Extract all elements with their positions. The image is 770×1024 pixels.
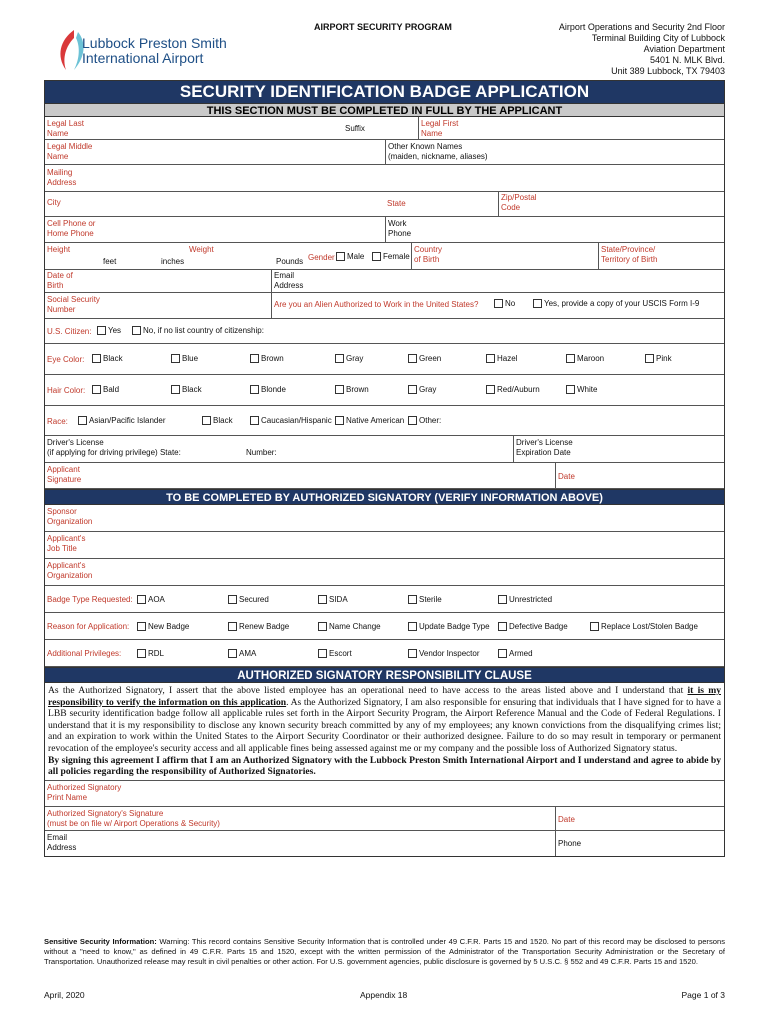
city-row xyxy=(45,192,724,217)
reason-option-label: Renew Badge xyxy=(239,622,290,631)
yes-label: Yes xyxy=(108,326,122,335)
responsibility-clause xyxy=(45,683,724,781)
eye-maroon-checkbox[interactable] xyxy=(566,354,604,363)
privilege-vendor-inspector-checkbox[interactable] xyxy=(408,649,479,658)
hair-brown-checkbox[interactable] xyxy=(335,385,369,394)
race-row xyxy=(45,406,724,436)
hair-red-auburn-checkbox[interactable] xyxy=(486,385,540,394)
eye-option-label: Blue xyxy=(182,354,199,363)
weight-label: Weight xyxy=(189,245,214,254)
hair-option-label: Gray xyxy=(419,385,437,394)
race-native-american-checkbox[interactable] xyxy=(335,416,404,425)
cell-phone-label: Cell Phone or Home Phone xyxy=(47,219,96,238)
signatory-signature-row xyxy=(45,807,724,831)
privileges-label: Additional Privileges: xyxy=(47,649,122,658)
female-label: Female xyxy=(383,252,410,261)
reason-option-label: Replace Lost/Stolen Badge xyxy=(601,622,698,631)
program-title: AIRPORT SECURITY PROGRAM xyxy=(314,22,452,32)
privilege-escort-checkbox[interactable] xyxy=(318,649,352,658)
footer-page: Page 1 of 3 xyxy=(681,990,725,1000)
middle-name-row xyxy=(45,140,724,165)
sensitive-security-notice xyxy=(44,937,725,967)
gender-label: Gender xyxy=(308,253,335,262)
badge-secured-checkbox[interactable] xyxy=(228,595,269,604)
address-line: Terminal Building City of Lubbock xyxy=(591,33,725,43)
eye-option-label: Pink xyxy=(656,354,672,363)
department-address xyxy=(559,22,725,77)
badge-sterile-checkbox[interactable] xyxy=(408,595,442,604)
suffix-label: Suffix xyxy=(345,124,365,133)
pounds-label: Pounds xyxy=(276,257,304,266)
eye-row xyxy=(45,344,724,375)
other-known-names-label: Other Known Names (maiden, nickname, aliases) xyxy=(388,142,488,161)
alien-yes-checkbox[interactable] xyxy=(533,299,699,308)
race-option-label: Caucasian/Hispanic xyxy=(261,416,332,425)
badge-type-label: Badge Type Requested: xyxy=(47,595,133,604)
clause-banner: AUTHORIZED SIGNATORY RESPONSIBILITY CLAUSE xyxy=(45,667,724,683)
privilege-option-label: Armed xyxy=(509,649,533,658)
notice-heading: Sensitive Security Information: xyxy=(44,937,157,946)
no-citizenship-label: No, if no list country of citizenship: xyxy=(143,326,264,335)
badge-option-label: Unrestricted xyxy=(509,595,553,604)
race-other-checkbox[interactable] xyxy=(408,416,441,425)
job-title-label: Applicant's Job Title xyxy=(47,534,86,553)
footer-date: April, 2020 xyxy=(44,990,85,1000)
name-row xyxy=(45,117,724,140)
eye-option-label: Maroon xyxy=(577,354,605,363)
eye-option-label: Green xyxy=(419,354,442,363)
applicant-org-label: Applicant's Organization xyxy=(47,561,93,580)
mailing-address-label: Mailing Address xyxy=(47,168,77,187)
signatory-date-label: Date xyxy=(558,814,575,824)
privilege-option-label: AMA xyxy=(239,649,257,658)
hair-black-checkbox[interactable] xyxy=(171,385,202,394)
eye-black-checkbox[interactable] xyxy=(92,354,123,363)
drivers-license-row xyxy=(45,436,724,463)
logo-line1: Lubbock Preston Smith xyxy=(82,35,227,51)
signatory-phone-label: Phone xyxy=(558,838,582,848)
hair-option-label: Bald xyxy=(103,385,120,394)
eye-blue-checkbox[interactable] xyxy=(171,354,198,363)
privilege-option-label: RDL xyxy=(148,649,165,658)
eye-color-label: Eye Color: xyxy=(47,355,85,364)
email-label: Email Address xyxy=(274,271,304,290)
ssn-row xyxy=(45,293,724,319)
eye-pink-checkbox[interactable] xyxy=(645,354,672,363)
eye-hazel-checkbox[interactable] xyxy=(486,354,517,363)
feet-label: feet xyxy=(103,257,117,266)
address-line: Airport Operations and Security 2nd Floor xyxy=(558,22,725,32)
dl-number-label: Number: xyxy=(246,448,277,457)
mailing-row xyxy=(45,165,724,192)
citizen-no-checkbox[interactable] xyxy=(132,326,264,335)
signatory-contact-row xyxy=(45,831,724,856)
address-line: Aviation Department xyxy=(643,44,725,54)
reason-replace-lost-stolen-badge-checkbox[interactable] xyxy=(590,622,698,631)
gender-female-checkbox[interactable] xyxy=(372,252,410,261)
legal-first-name-label: Legal First Name xyxy=(421,119,459,138)
eye-gray-checkbox[interactable] xyxy=(335,354,363,363)
alien-no-checkbox[interactable] xyxy=(494,299,515,308)
privilege-option-label: Escort xyxy=(329,649,352,658)
city-label: City xyxy=(47,198,61,207)
zip-label: Zip/Postal Code xyxy=(501,193,537,212)
citizen-row xyxy=(45,319,724,344)
sponsor-label: Sponsor Organization xyxy=(47,507,93,526)
badge-sida-checkbox[interactable] xyxy=(318,595,348,604)
race-black-checkbox[interactable] xyxy=(202,416,233,425)
citizen-yes-checkbox[interactable] xyxy=(97,326,121,335)
hair-option-label: Brown xyxy=(346,385,369,394)
race-option-label: Native American xyxy=(346,416,405,425)
applicant-signature-row xyxy=(45,463,724,489)
eye-option-label: Brown xyxy=(261,354,284,363)
hair-white-checkbox[interactable] xyxy=(566,385,597,394)
badge-aoa-checkbox[interactable] xyxy=(137,595,165,604)
work-phone-label: Work Phone xyxy=(388,219,412,238)
hair-color-label: Hair Color: xyxy=(47,386,86,395)
ssn-label: Social Security Number xyxy=(47,295,100,314)
hair-option-label: Blonde xyxy=(261,385,286,394)
reason-update-badge-type-checkbox[interactable] xyxy=(408,622,490,631)
signatory-section-banner: TO BE COMPLETED BY AUTHORIZED SIGNATORY (VERIFY INFORMATION ABOVE) xyxy=(45,489,724,505)
dl-expiration-label: Driver's License Expiration Date xyxy=(516,438,573,457)
badge-unrestricted-checkbox[interactable] xyxy=(498,595,552,604)
application-form xyxy=(44,80,725,857)
no-label: No xyxy=(505,299,516,308)
badge-option-label: Sterile xyxy=(419,595,442,604)
hair-bald-checkbox[interactable] xyxy=(92,385,119,394)
footer-appendix: Appendix 18 xyxy=(360,990,408,1000)
hair-option-label: Black xyxy=(182,385,202,394)
yes-uscis-label: Yes, provide a copy of your USCIS Form I-9 xyxy=(544,299,700,308)
notice-text: Warning: This record contains Sensitive Security Information that is controlled under 49 C.F.R. Parts 15 and 1520. No part of this record may be disclosed to persons without a "need to know," as defined in 49 C.F.R. Parts 15 and 1520, except with the written permission of the Administrator of the Transportation Security Administration or the Secretary of Transportation. Unauthorized release may result in civil penalties or other action. For U.S. government agencies, public disclosure is governed by 5 U.S.C. § 552 and 49 C.F.R. Parts 15 and 1520. xyxy=(44,937,726,966)
badge-option-label: SIDA xyxy=(329,595,348,604)
us-citizen-label: U.S. Citizen: xyxy=(47,327,92,336)
race-option-label: Other: xyxy=(419,416,442,425)
race-label: Race: xyxy=(47,417,68,426)
applicant-signature-label: Applicant Signature xyxy=(47,465,82,484)
privilege-armed-checkbox[interactable] xyxy=(498,649,533,658)
race-option-label: Black xyxy=(213,416,233,425)
signatory-print-name-label: Authorized Signatory Print Name xyxy=(47,782,122,802)
hair-blonde-checkbox[interactable] xyxy=(250,385,286,394)
form-title: SECURITY IDENTIFICATION BADGE APPLICATION xyxy=(45,81,724,103)
clause-emphasis: it is my responsibility to verify the information on this application xyxy=(48,685,721,708)
race-asian-pacific-islander-checkbox[interactable] xyxy=(78,416,165,425)
reason-renew-badge-checkbox[interactable] xyxy=(228,622,289,631)
inches-label: inches xyxy=(161,257,185,266)
job-title-row xyxy=(45,532,724,559)
clause-text-cont: . As the Authorized Signatory, I am also responsible for ensuring that individuals that I have signed for to have a LBB security identification badge follow all applicable rules set forth in the Airport Security Program, the Airport Reference Manual and the Code of Federal Regulations. I understand that it is my responsibility to disclose any known security breach committed by any of my employees; any known convictions from the disqualifying crimes list; and an expiration to work within the United States to the Airport Security Coordinator or their authorized designee. Failure to do so may result in temporary or permanent revocation of the employee's security access and all applicable fines being assessed against me or my company and the possible loss of Authorized Signatory status. xyxy=(48,696,721,754)
signatory-name-row xyxy=(45,781,724,807)
eye-option-label: Hazel xyxy=(497,354,518,363)
hair-option-label: Red/Auburn xyxy=(497,385,540,394)
badge-option-label: Secured xyxy=(239,595,269,604)
legal-middle-name-label: Legal Middle Name xyxy=(47,142,93,161)
address-line: Unit 389 Lubbock, TX 79403 xyxy=(611,66,725,76)
race-caucasian-hispanic-checkbox[interactable] xyxy=(250,416,332,425)
legal-last-name-label: Legal Last Name xyxy=(47,119,84,138)
reason-option-label: Update Badge Type xyxy=(419,622,490,631)
phone-row xyxy=(45,217,724,243)
reason-defective-badge-checkbox[interactable] xyxy=(498,622,568,631)
reason-row xyxy=(45,613,724,640)
reason-name-change-checkbox[interactable] xyxy=(318,622,381,631)
applicant-org-row xyxy=(45,559,724,586)
signatory-signature-label: Authorized Signatory's Signature (must be on file w/ Airport Operations & Security) xyxy=(47,808,220,828)
clause-affirmation: By signing this agreement I affirm that I am an Authorized Signatory with the Lubbock Preston Smith International Airport and I understand and agree to abide by all policies regarding the responsibility of Authorized Signatories. xyxy=(48,754,721,778)
reason-new-badge-checkbox[interactable] xyxy=(137,622,189,631)
eye-green-checkbox[interactable] xyxy=(408,354,441,363)
hair-gray-checkbox[interactable] xyxy=(408,385,436,394)
male-label: Male xyxy=(347,252,365,261)
alien-question-label: Are you an Alien Authorized to Work in the United States? xyxy=(274,300,479,309)
sponsor-row xyxy=(45,505,724,532)
privileges-row xyxy=(45,640,724,667)
eye-option-label: Black xyxy=(103,354,123,363)
hair-option-label: White xyxy=(577,385,598,394)
gender-male-checkbox[interactable] xyxy=(336,252,364,261)
height-label: Height xyxy=(47,245,71,254)
badge-option-label: AOA xyxy=(148,595,165,604)
eye-option-label: Gray xyxy=(346,354,364,363)
physical-row xyxy=(45,243,724,270)
address-line: 5401 N. MLK Blvd. xyxy=(649,55,725,65)
privilege-rdl-checkbox[interactable] xyxy=(137,649,164,658)
privilege-option-label: Vendor Inspector xyxy=(419,649,480,658)
eye-brown-checkbox[interactable] xyxy=(250,354,284,363)
applicant-date-label: Date xyxy=(558,472,575,481)
state-of-birth-label: State/Province/ Territory of Birth xyxy=(601,245,658,264)
country-of-birth-label: Country of Birth xyxy=(414,245,443,264)
state-label: State xyxy=(387,199,406,208)
logo-text xyxy=(82,36,227,66)
logo-line2: International Airport xyxy=(82,50,204,66)
date-of-birth-label: Date of Birth xyxy=(47,271,73,290)
signatory-email-label: Email Address xyxy=(47,832,77,852)
clause-text: As the Authorized Signatory, I assert that the above listed employee has an operational need to have access to the areas listed above and I understand that xyxy=(48,685,688,696)
badge-type-row xyxy=(45,586,724,613)
reason-label: Reason for Application: xyxy=(47,622,130,631)
reason-option-label: Defective Badge xyxy=(509,622,568,631)
race-option-label: Asian/Pacific Islander xyxy=(89,416,166,425)
reason-option-label: Name Change xyxy=(329,622,381,631)
dob-row xyxy=(45,270,724,293)
applicant-section-banner: THIS SECTION MUST BE COMPLETED IN FULL BY THE APPLICANT xyxy=(45,103,724,117)
privilege-ama-checkbox[interactable] xyxy=(228,649,256,658)
reason-option-label: New Badge xyxy=(148,622,190,631)
dl-state-label: Driver's License (if applying for driving privilege) State: xyxy=(47,438,181,457)
hair-row xyxy=(45,375,724,406)
